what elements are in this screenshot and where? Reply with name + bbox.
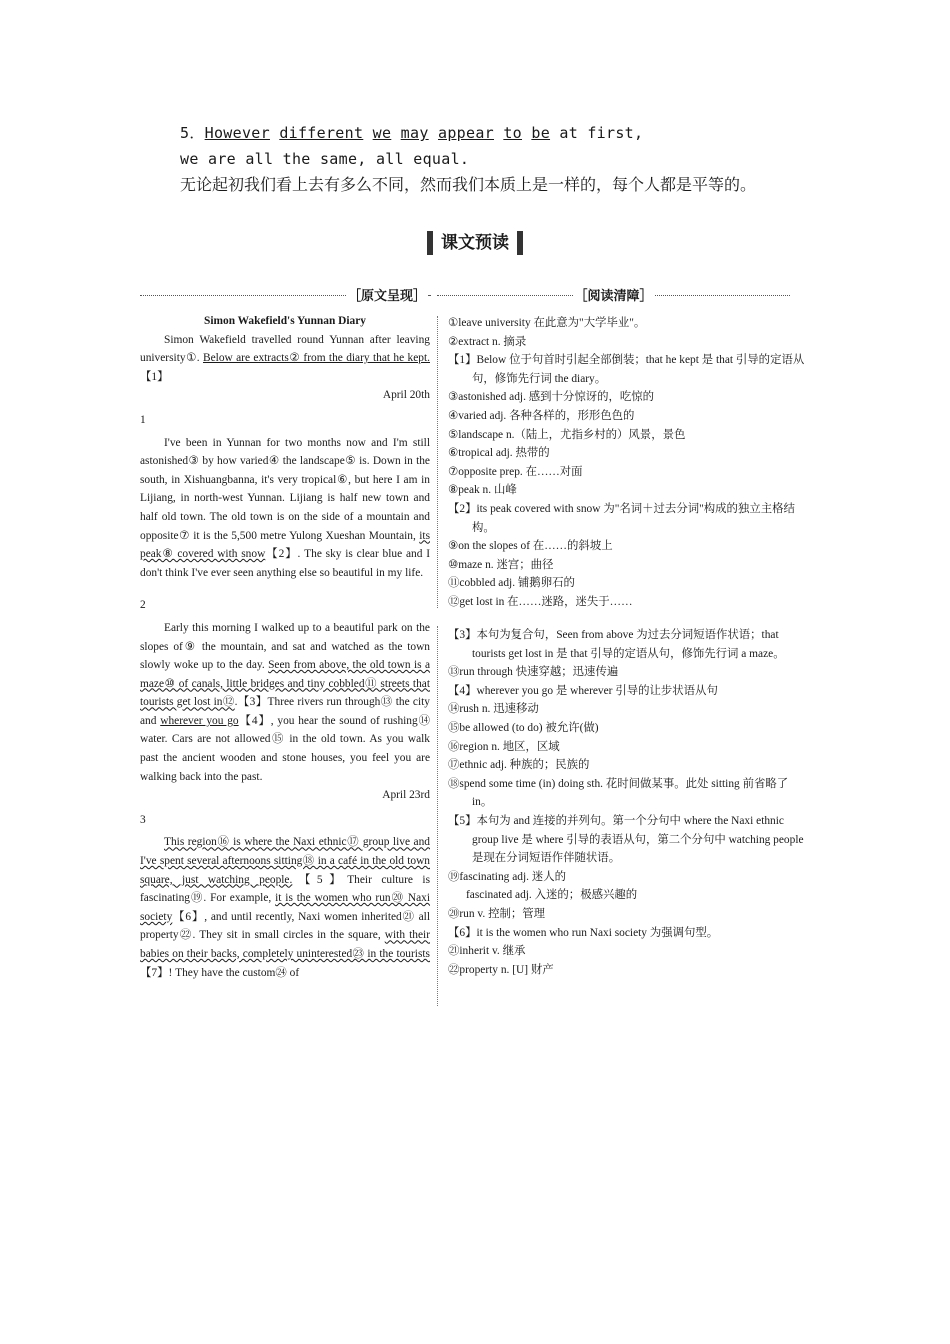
right-column-header — [437, 284, 790, 304]
right-column-label: ［阅读清障］ — [574, 288, 653, 304]
note-item: ⑭rush n. 迅速移动 — [448, 703, 539, 716]
word-however: However — [204, 124, 270, 142]
note-item: ③astonished adj. 感到十分惊讶的，吃惊的 — [448, 391, 655, 404]
left-column-header — [140, 284, 430, 304]
column-divider-top — [437, 316, 438, 608]
entry-3-wavy-2: it is the women who run⑳ Naxi society — [140, 892, 431, 923]
left-column-label: ［原文呈现］ — [347, 288, 426, 304]
note-item: 【5】本句为 and 连接的并列句。第一个分句中 where the Naxi ethnic group live 是 where 引导的表语从句，第二个分句中 watching people 是现在分词短语作伴随状语。 — [448, 814, 804, 865]
note-item: ④varied adj. 各种各样的，形形色色的 — [448, 409, 635, 422]
entry-number-1: 1 — [140, 413, 146, 426]
title-bar-right — [517, 231, 523, 255]
intro-underlined: Below are extracts② from the diary that he kept. — [203, 352, 430, 365]
intro-text: Simon Wakefield travelled round Yunnan after leaving university①. — [140, 333, 430, 365]
note-item: ⑧peak n. 山峰 — [448, 484, 517, 497]
note-item: ⑮be allowed (to do) 被允许(做) — [448, 721, 599, 734]
space — [391, 124, 400, 142]
english-line-1 — [180, 120, 860, 146]
entry-3-wavy: This region⑯ is where the Naxi ethnic⑰ group live and I've spent several afternoons sitting⑱ in a café in the old town square, just watching people. — [140, 836, 430, 886]
entry-2-underlined: wherever you go — [160, 714, 239, 727]
note-item: 【4】wherever you go 是 wherever 引导的让步状语从句 — [448, 684, 718, 697]
note-item: 【6】it is the women who run Naxi society 为强调句型。 — [448, 926, 719, 939]
entry-1-text-end: 【2】. The sky is clear blue and I don't think I've ever seen anything else so beautiful in my life. — [140, 548, 430, 579]
note-item: ①leave university 在此意为"大学毕业"。 — [448, 317, 646, 329]
word-appear: appear — [438, 124, 494, 142]
section-title-text: 课文预读 — [441, 233, 509, 253]
note-item: ⑥tropical adj. 热带的 — [448, 447, 550, 460]
note-item: ⑨on the slopes of 在……的斜坡上 — [448, 540, 613, 553]
entry-2-paragraph — [140, 619, 430, 786]
space — [522, 124, 531, 142]
reading-notes-top — [448, 314, 808, 612]
note-marker: 【1】 — [140, 370, 169, 383]
article-intro — [140, 331, 430, 387]
note-item: ⑬run through 快速穿越；迅速传遍 — [448, 666, 619, 679]
note-item: ⑩maze n. 迷宫；曲径 — [448, 558, 554, 571]
note-item: fascinated adj. 入迷的；极感兴趣的 — [466, 889, 638, 902]
space — [363, 124, 372, 142]
entry-2-text-end: 【4】, you hear the sound of rushing⑭ water. Cars are not allowed⑮ in the old town. As you walk past the ancient wooden and stone houses, you feel you are walking back into the past. — [140, 714, 431, 783]
note-item: ⑯region n. 地区，区域 — [448, 740, 560, 753]
word-different: different — [279, 124, 364, 142]
dotted-rule — [140, 295, 346, 296]
entry-number-2: 2 — [140, 599, 146, 612]
entry-3-text-end: 【7】! They have the custom㉔ of — [140, 966, 300, 979]
note-item: ⑱spend some time (in) doing sth. 花时间做某事。此处 sitting 前省略了 in。 — [448, 777, 789, 809]
space — [494, 124, 503, 142]
note-item: 【2】its peak covered with snow 为"名词＋过去分词"构成的独立主格结构。 — [448, 502, 795, 534]
space — [270, 124, 279, 142]
entry-3-paragraph — [140, 833, 430, 982]
note-item: ⑲fascinating adj. 迷人的 — [448, 870, 566, 883]
entry-2-text: Early this morning I walked up to a beautiful park on the slopes of⑨ the mountain, and sat and watched as the town slowly woke up to the day. — [140, 621, 430, 672]
chinese-translation: 无论起初我们看上去有多么不同，然而我们本质上是一样的，每个人都是平等的。 — [180, 175, 757, 194]
note-item: ⑫get lost in 在……迷路，迷失于…… — [448, 595, 633, 608]
dotted-rule — [437, 295, 573, 296]
english-line-2: we are all the same, all equal. — [180, 150, 470, 168]
entry-2-text-mid: .【3】Three rivers run through⑬ the city and — [140, 696, 430, 727]
note-item: ㉒property n. [U] 财产 — [448, 963, 554, 976]
reading-notes-bottom — [448, 626, 808, 979]
note-item: 【3】本句为复合句，Seen from above 为过去分词短语作状语；that tourists get lost in 是 that 引导的定语从句，修饰先行词 a maze。 — [448, 629, 785, 660]
entry-2-wavy: Seen from above, the old town is a maze⑩ of canals, little bridges and tiny cobbled⑪ streets that tourists get lost in⑫ — [140, 659, 430, 709]
example-sentence — [180, 120, 860, 198]
entry-3-text-mid: 【6】, and until recently, Naxi women inherited㉑ all property㉒. They sit in small circles in the square, — [140, 910, 430, 942]
entry-1-wavy: its peak⑧ covered with snow — [140, 529, 430, 561]
entry-1-paragraph — [140, 434, 430, 583]
dotted-rule — [428, 295, 430, 296]
sentence-number: 5． — [180, 124, 205, 142]
entry-3-wavy-3: with their babies on their backs, completely uninterested㉓ in the tourists — [140, 929, 430, 960]
entry-3-text: 【5】Their culture is fascinating⑲. For example, — [140, 873, 430, 905]
word-may: may — [400, 124, 429, 142]
entry-date-1: April 20th — [382, 389, 430, 402]
article-title: Simon Wakefield's Yunnan Diary — [204, 315, 366, 327]
word-we: we — [372, 124, 392, 142]
column-divider-bottom — [437, 626, 438, 1006]
entry-1-text: I've been in Yunnan for two months now and I'm still astonished③ by how varied④ the landscape⑤ is. Down in the south, in Xishuangbanna, it's very tropical⑥, but here I am in Lijiang, in north-west Yunnan. Lijiang is half new town and half old town. The old town is on the side of a mountain and opposite⑦ it is the 5,500 metre Yulong Xueshan Mountain, — [140, 436, 430, 542]
entry-number-3: 3 — [140, 813, 146, 826]
space — [429, 124, 438, 142]
word-be: be — [531, 124, 551, 142]
note-item: 【1】Below 位于句首时引起全部倒装；that he kept 是 that 引导的定语从句，修饰先行词 the diary。 — [448, 354, 805, 385]
note-item: ⑰ethnic adj. 种族的；民族的 — [448, 759, 590, 772]
article-original-text — [140, 312, 430, 982]
note-item: ②extract n. 摘录 — [448, 335, 527, 348]
entry-date-2: April 23rd — [382, 789, 430, 802]
sentence-tail: at first, — [550, 124, 644, 142]
note-item: ㉑inherit v. 继承 — [448, 945, 526, 958]
note-item: ⑦opposite prep. 在……对面 — [448, 465, 583, 478]
note-item: ⑪cobbled adj. 铺鹅卵石的 — [448, 577, 575, 590]
note-item: ⑤landscape n.（陆上，尤指乡村的）风景，景色 — [448, 428, 686, 441]
dotted-rule — [655, 295, 791, 296]
title-bar-left — [427, 231, 433, 255]
note-item: ⑳run v. 控制；管理 — [448, 907, 546, 920]
section-title — [0, 228, 950, 255]
word-to: to — [503, 124, 523, 142]
